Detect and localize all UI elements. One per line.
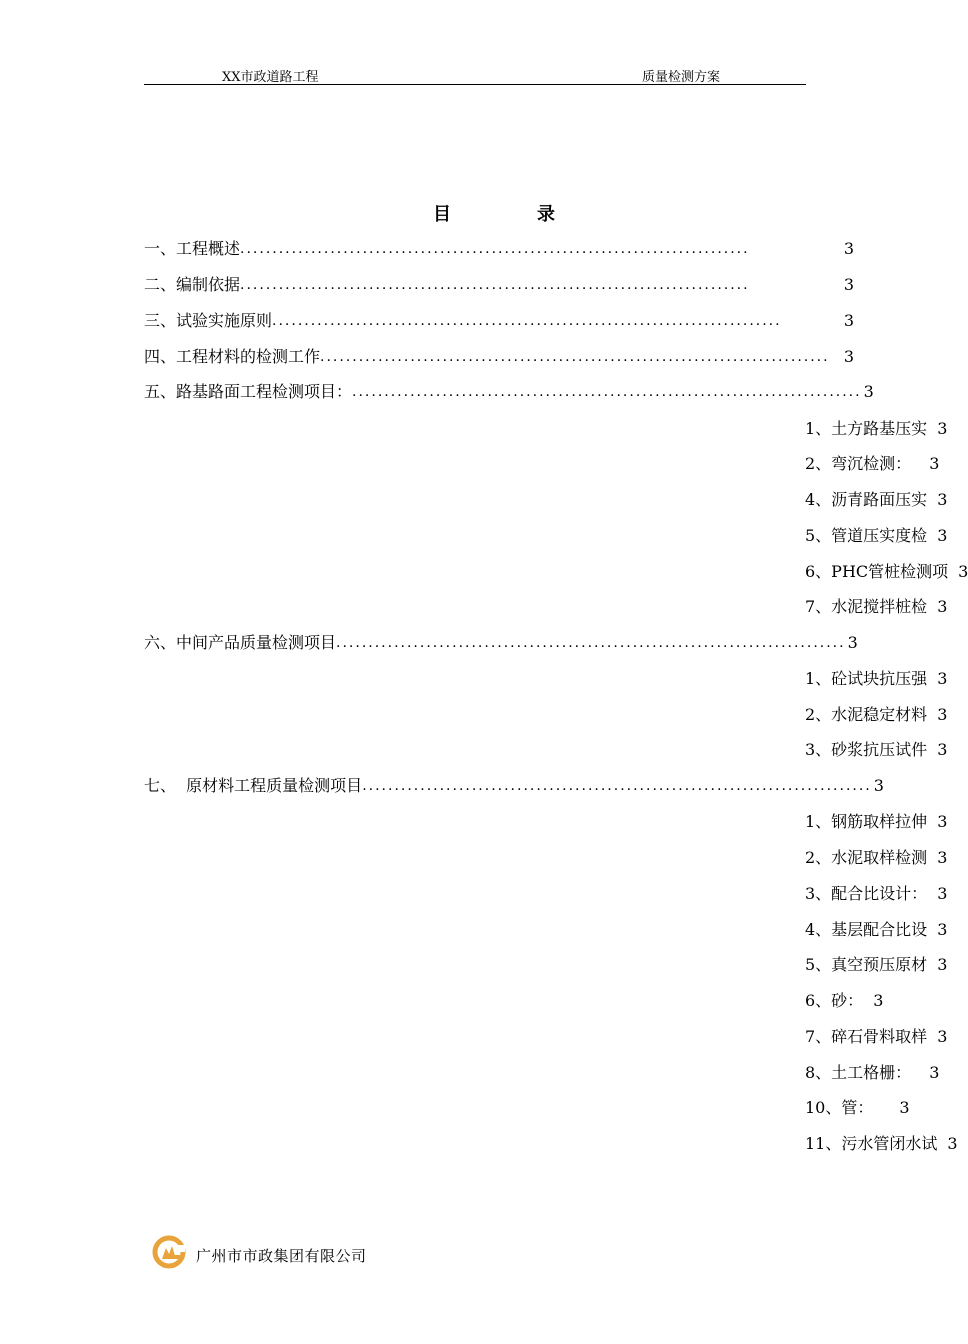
toc-page-number: 3	[847, 633, 858, 652]
toc-page-number: 3	[937, 526, 948, 545]
toc-subentry[interactable]	[805, 847, 947, 869]
toc-page-number: 3	[937, 1027, 948, 1046]
toc-page-number: 3	[863, 382, 874, 401]
toc-entry-text: 1、钢筋取样拉伸	[805, 812, 928, 831]
toc-leader-dots: ...............................................................................	[362, 778, 872, 794]
toc-entry-text: 五、路基路面工程检测项目：	[144, 382, 353, 401]
toc-subentry[interactable]	[805, 418, 947, 440]
toc-leader-dots: ...............................................................................	[272, 313, 782, 329]
toc-page-number: 3	[947, 1134, 958, 1153]
toc-subentry[interactable]	[805, 990, 883, 1012]
toc-entry-text: 2、水泥稳定材料	[805, 705, 928, 724]
toc-entry-text: 5、真空预压原材	[805, 955, 928, 974]
toc-leader-dots: ...............................................................................	[336, 635, 846, 651]
toc-subentry[interactable]	[805, 561, 968, 583]
toc-page-number: 3	[843, 347, 854, 366]
toc-leader-dots: ...............................................................................	[320, 349, 830, 365]
toc-subentry[interactable]	[805, 453, 939, 475]
toc-page-number: 3	[937, 490, 948, 509]
company-logo-icon	[152, 1235, 186, 1269]
toc-page-number: 3	[937, 848, 948, 867]
footer-company-name: 广州市市政集团有限公司	[196, 1247, 367, 1265]
toc-subentry[interactable]	[805, 954, 947, 976]
toc-page-number: 3	[937, 419, 948, 438]
header-project-name: XX市政道路工程	[222, 70, 319, 85]
toc-page-number: 3	[873, 776, 884, 795]
toc-page-number: 3	[937, 597, 948, 616]
toc-entry[interactable]	[144, 238, 854, 260]
toc-page-number: 3	[843, 239, 854, 258]
toc-entry[interactable]	[144, 310, 854, 332]
header-rule	[144, 84, 806, 85]
toc-entry[interactable]	[144, 775, 884, 797]
toc-subentry[interactable]	[805, 704, 947, 726]
toc-entry[interactable]	[144, 274, 854, 296]
toc-page-number: 3	[929, 1063, 940, 1082]
toc-page-number: 3	[958, 562, 968, 581]
toc-entry-text: 七、 原材料工程质量检测项目	[144, 776, 363, 795]
toc-page-number: 3	[843, 275, 854, 294]
toc-page-number: 3	[843, 311, 854, 330]
toc-page-number: 3	[937, 920, 948, 939]
toc-entry-text: 7、碎石骨料取样	[805, 1027, 928, 1046]
toc-subentry[interactable]	[805, 811, 947, 833]
toc-subentry[interactable]	[805, 883, 947, 905]
toc-entry-text: 11、污水管闭水试	[805, 1134, 938, 1153]
toc-page-number: 3	[937, 740, 948, 759]
toc-entry-text: 一、工程概述	[144, 239, 241, 258]
toc-entry-text: 2、弯沉检测：	[805, 454, 912, 473]
toc-entry-text: 5、管道压实度检	[805, 526, 928, 545]
toc-entry-text: 1、砼试块抗压强	[805, 669, 928, 688]
toc-page-number: 3	[937, 812, 948, 831]
toc-entry-text: 四、工程材料的检测工作	[144, 347, 321, 366]
toc-entry-text: 7、水泥搅拌桩检	[805, 597, 928, 616]
toc-page-number: 3	[873, 991, 884, 1010]
toc-entry-text: 3、砂浆抗压试件	[805, 740, 928, 759]
toc-entry-text: 6、PHC管桩检测项	[805, 562, 949, 581]
toc-entry[interactable]	[144, 346, 854, 368]
toc-entry-text: 4、沥青路面压实	[805, 490, 928, 509]
toc-subentry[interactable]	[805, 1062, 939, 1084]
header-document-title: 质量检测方案	[642, 70, 721, 85]
toc-subentry[interactable]	[805, 1026, 947, 1048]
toc-subentry[interactable]	[805, 489, 947, 511]
toc-entry-text: 8、土工格栅：	[805, 1063, 912, 1082]
toc-subentry[interactable]	[805, 1097, 910, 1119]
toc-entry-text: 6、砂：	[805, 991, 864, 1010]
toc-entry-text: 10、管：	[805, 1098, 874, 1117]
toc-title-char: 目	[433, 204, 451, 225]
toc-entry-text: 六、中间产品质量检测项目	[144, 633, 337, 652]
toc-subentry[interactable]	[805, 668, 947, 690]
toc-leader-dots: ...............................................................................	[352, 384, 862, 400]
toc-entry-text: 二、编制依据	[144, 275, 241, 294]
toc-subentry[interactable]	[805, 919, 947, 941]
toc-leader-dots: ...............................................................................	[240, 277, 750, 293]
toc-subentry[interactable]	[805, 1133, 958, 1155]
toc-subentry[interactable]	[805, 739, 947, 761]
toc-page-number: 3	[899, 1098, 910, 1117]
toc-entry-text: 2、水泥取样检测	[805, 848, 928, 867]
toc-entry-text: 1、土方路基压实	[805, 419, 928, 438]
toc-entry-text: 3、配合比设计：	[805, 884, 928, 903]
toc-page-number: 3	[937, 705, 948, 724]
toc-page-number: 3	[929, 454, 940, 473]
toc-entry-text: 三、试验实施原则	[144, 311, 273, 330]
toc-title-char: 录	[537, 204, 555, 225]
toc-title	[0, 200, 950, 226]
toc-page-number: 3	[937, 669, 948, 688]
toc-page-number: 3	[937, 884, 948, 903]
toc-subentry[interactable]	[805, 525, 947, 547]
toc-entry[interactable]	[144, 381, 874, 403]
toc-subentry[interactable]	[805, 596, 947, 618]
toc-leader-dots: ...............................................................................	[240, 241, 750, 257]
toc-entry-text: 4、基层配合比设	[805, 920, 928, 939]
toc-entry[interactable]	[144, 632, 858, 654]
toc-page-number: 3	[937, 955, 948, 974]
